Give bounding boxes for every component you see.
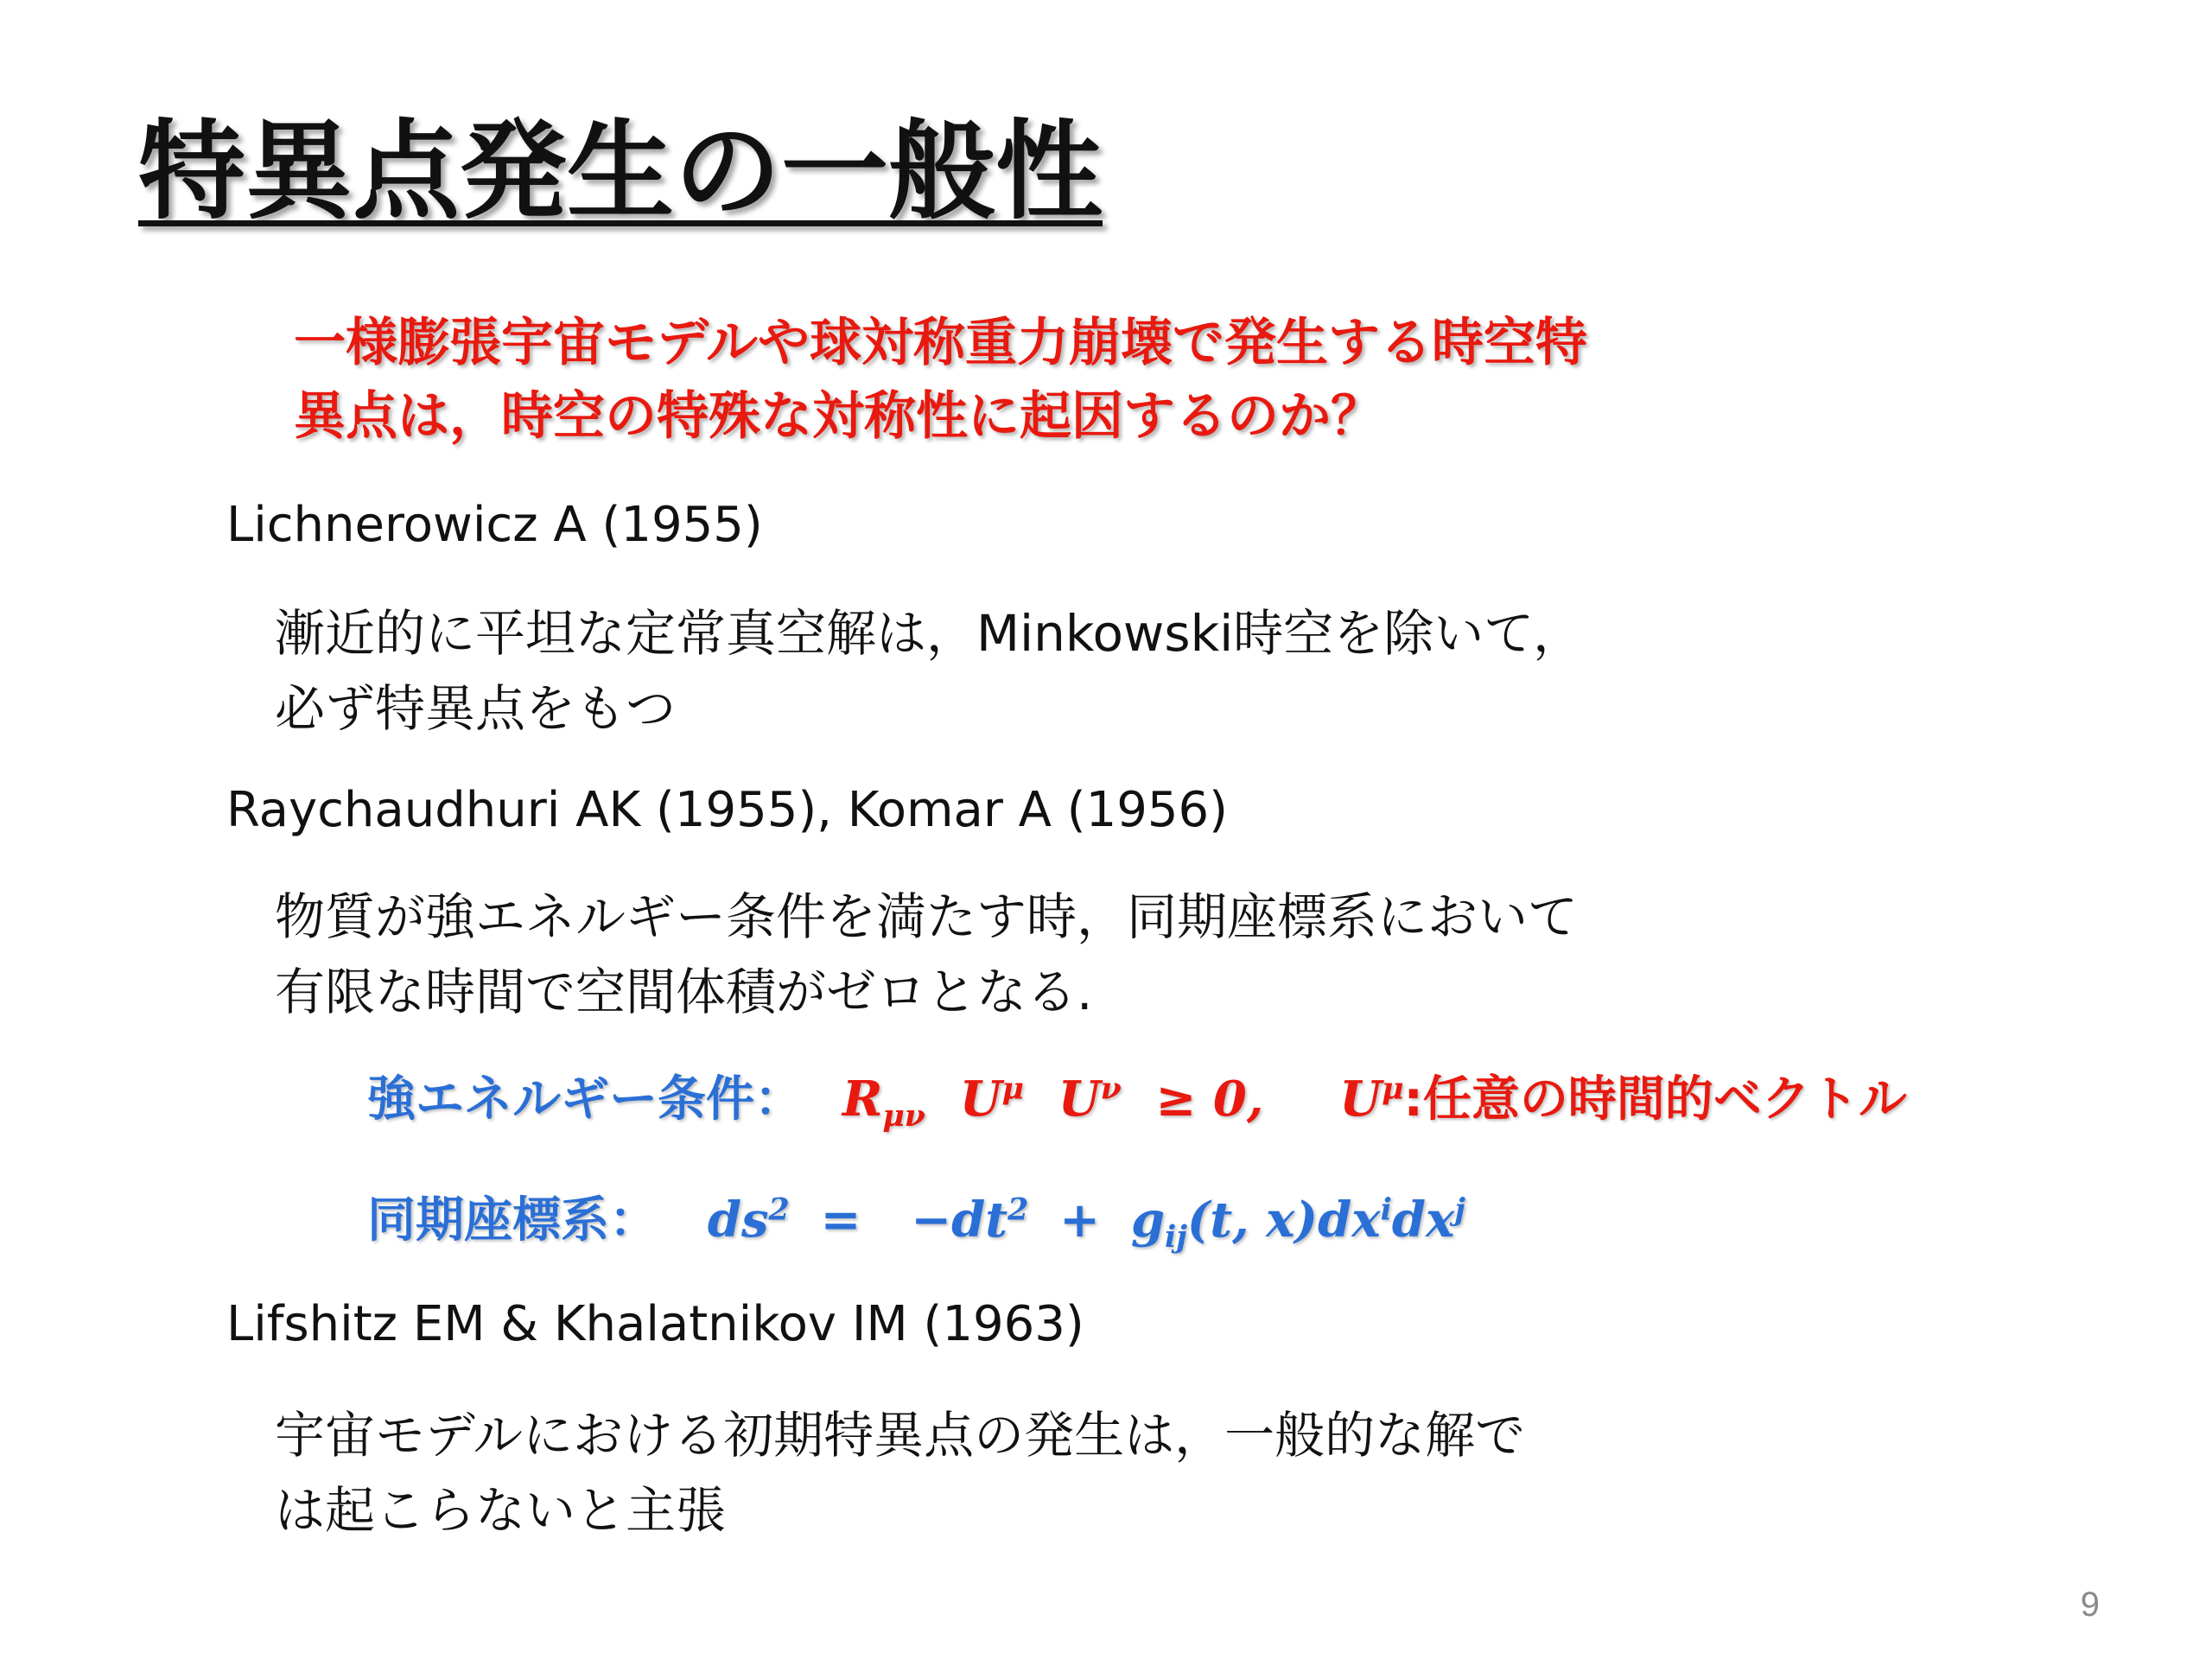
dx-i: $dx^i$ [1318, 1192, 1392, 1249]
strong-energy-condition [367, 1061, 1907, 1134]
reference-lifshitz-khalatnikov: Lifshitz EM & Khalatnikov IM (1963) [226, 1296, 1084, 1352]
question-line-2: 異点は，時空の特殊な対称性に起因するのか？ [294, 386, 1382, 447]
velocity-u-nu: $U^\nu$ [1058, 1071, 1122, 1128]
dx-j: $dx^j$ [1391, 1192, 1465, 1249]
description-lichnerowicz [275, 596, 1813, 747]
velocity-u-mu: $U^\mu$ [959, 1071, 1024, 1128]
research-question [294, 307, 1918, 454]
page-number: 9 [2080, 1586, 2100, 1624]
reference-lichnerowicz: Lichnerowicz A (1955) [226, 497, 763, 553]
ricci-tensor: $R_{\mu\nu}$ [842, 1071, 925, 1135]
timelike-vector-symbol: $U^\mu$ [1339, 1071, 1404, 1128]
description-line: は起こらないと主張 [275, 1481, 727, 1540]
description-line: 漸近的に平坦な定常真空解は，Minkowski時空を除いて， [275, 604, 1584, 663]
spatial-metric: $g_{ij}(t$, x) [1130, 1192, 1319, 1255]
timelike-vector-note: :任意の時間的ベクトル [1403, 1071, 1907, 1128]
description-line: 物質が強エネルギー条件を満たす時，同期座標系において [275, 887, 1579, 946]
inequality: ≥ 0, [1155, 1071, 1264, 1128]
description-raychaudhuri-komar [275, 880, 1813, 1030]
description-line: 有限な時間で空間体積がゼロとなる. [275, 963, 1093, 1021]
slide-title: 特異点発生の一般性 [138, 110, 1103, 234]
question-line-1: 一様膨張宇宙モデルや球対称重力崩壊で発生する時空特 [294, 313, 1587, 373]
time-term: $-dt^2$ [911, 1192, 1029, 1249]
synchronous-coordinates [367, 1182, 1465, 1255]
equation-label: 同期座標系： [367, 1192, 658, 1249]
description-lifshitz-khalatnikov [275, 1398, 1813, 1548]
line-element: $ds^2$ [707, 1192, 790, 1249]
equation-label: 強エネルギー条件： [367, 1071, 803, 1128]
reference-raychaudhuri-komar: Raychaudhuri AK (1955), Komar A (1956) [226, 782, 1228, 838]
description-line: 宇宙モデルにおける初期特異点の発生は，一般的な解で [275, 1406, 1526, 1465]
plus-sign: + [1059, 1192, 1101, 1249]
equals-sign: = [820, 1192, 861, 1249]
description-line: 必ず特異点をもつ [275, 679, 677, 738]
